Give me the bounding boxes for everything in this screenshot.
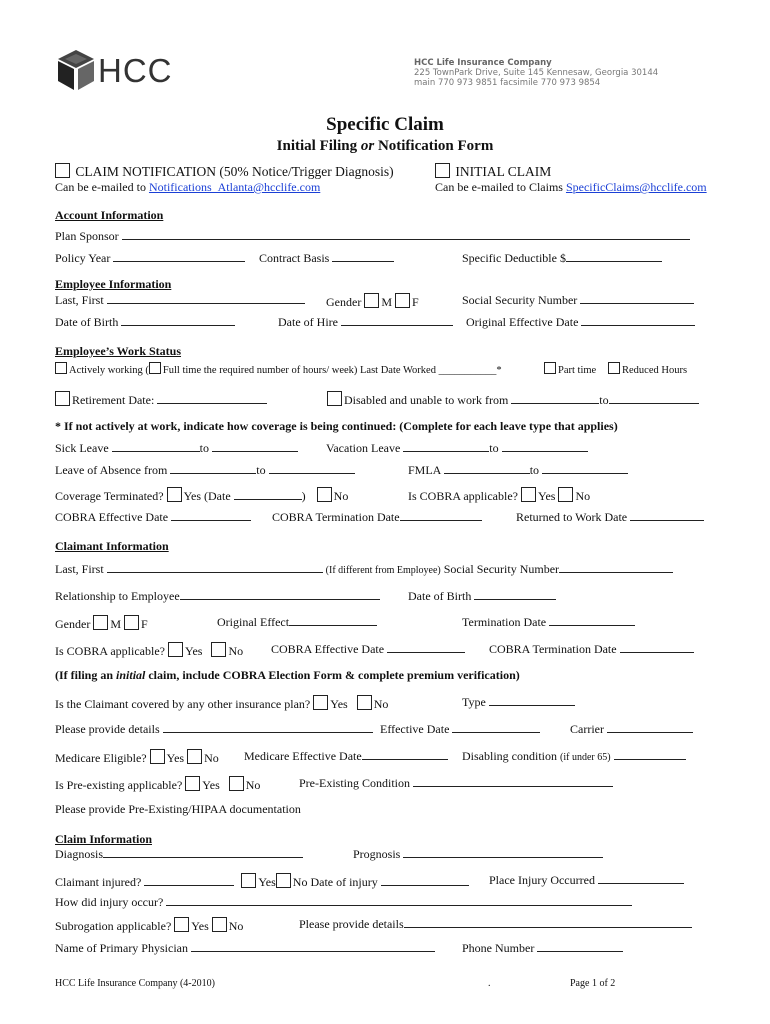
subrogation-no-checkbox[interactable] — [212, 917, 227, 932]
employee-dob-field[interactable] — [121, 324, 235, 326]
prognosis-label: Prognosis — [353, 847, 401, 861]
vacation-to-label: to — [489, 441, 499, 455]
injured-yes-label: Yes — [258, 875, 276, 889]
disabling-condition-label: Disabling condition — [462, 749, 557, 763]
claimant-injured-label: Claimant injured? — [55, 875, 142, 889]
hcc-logo — [56, 48, 96, 97]
claimant-injured-row — [55, 873, 469, 890]
retirement-checkbox[interactable] — [55, 391, 70, 406]
employee-info-heading: Employee Information — [55, 277, 172, 291]
subrogation-yes-label: Yes — [191, 919, 209, 933]
coverage-terminated-date-field[interactable] — [234, 498, 302, 500]
pre-existing-row — [55, 776, 260, 793]
notification-email-line — [55, 180, 320, 195]
subrogation-details-row — [299, 917, 692, 932]
medicare-row — [55, 749, 219, 766]
pre-existing-no-checkbox[interactable] — [229, 776, 244, 791]
sick-leave-to-field[interactable] — [212, 450, 298, 452]
claimant-cobra-no-label: No — [228, 644, 244, 658]
insurance-details-field[interactable] — [163, 731, 373, 733]
employee-dob-label: Date of Birth — [55, 315, 119, 329]
policy-year-label: Policy Year — [55, 251, 111, 265]
company-phones: main 770 973 9851 facsimile 770 973 9854 — [414, 78, 601, 88]
plan-sponsor-field[interactable] — [122, 238, 690, 240]
subtitle-or: or — [360, 138, 375, 154]
if-different-note: (If different from Employee) — [325, 565, 441, 576]
disabling-condition-row — [462, 749, 686, 764]
returned-to-work-field[interactable] — [630, 519, 704, 521]
employee-cobra-yes-label: Yes — [537, 489, 556, 503]
employee-cobra-row — [408, 487, 590, 504]
employee-cobra-yes-checkbox[interactable] — [521, 487, 536, 502]
specific-deductible-field[interactable] — [566, 260, 662, 262]
coverage-terminated-row — [55, 487, 348, 504]
disabled-to-label: to — [599, 393, 609, 407]
primary-physician-field[interactable] — [191, 950, 435, 952]
other-insurance-row — [55, 695, 388, 712]
company-address: 225 TownPark Drive, Suite 145 Kennesaw, Georgia 30144 — [414, 68, 659, 78]
insurance-type-field[interactable] — [489, 704, 575, 706]
carrier-label: Carrier — [570, 722, 604, 736]
initial-claim-checkbox[interactable] — [435, 163, 450, 178]
claimant-cobra-no-checkbox[interactable] — [211, 642, 226, 657]
fmla-from-field[interactable] — [444, 472, 530, 474]
initial-claim-note — [55, 668, 520, 683]
orig-eff-date-row — [466, 315, 695, 330]
contract-basis-row — [259, 251, 394, 266]
employee-gender-m-label: M — [381, 295, 392, 309]
employee-cobra-term-label: COBRA Termination Date — [272, 510, 400, 524]
policy-year-field[interactable] — [113, 260, 245, 262]
pre-existing-condition-row — [299, 776, 613, 791]
medicare-no-checkbox[interactable] — [187, 749, 202, 764]
sick-leave-to-label: to — [199, 441, 209, 455]
contract-basis-label: Contract Basis — [259, 251, 330, 265]
employee-name-row — [55, 293, 305, 308]
date-of-injury-field[interactable] — [381, 884, 469, 886]
loa-to-label: to — [256, 463, 266, 477]
actively-working-label: Actively working ( — [69, 365, 149, 376]
claimant-cobra-row — [55, 642, 243, 659]
insurance-details-row — [55, 722, 373, 737]
coverage-terminated-label: Coverage Terminated? — [55, 489, 164, 503]
disabled-label: Disabled and unable to work from — [344, 393, 509, 407]
coverage-terminated-yes-checkbox[interactable] — [167, 487, 182, 502]
other-insurance-yes-checkbox[interactable] — [313, 695, 328, 710]
orig-eff-date-label: Original Effective Date — [466, 315, 579, 329]
claim-notification-option[interactable] — [55, 163, 394, 180]
claimant-ssn-field[interactable] — [559, 571, 673, 573]
subrogation-row — [55, 917, 243, 934]
claimant-gender-label: Gender — [55, 617, 91, 631]
initial-note-prefix: (If filing an — [55, 668, 117, 682]
employee-cobra-no-checkbox[interactable] — [558, 487, 573, 502]
claimant-name-field[interactable] — [107, 571, 323, 573]
date-of-hire-row — [278, 315, 453, 330]
vacation-leave-label: Vacation Leave — [326, 441, 401, 455]
other-insurance-no-checkbox[interactable] — [357, 695, 372, 710]
logo-text: HCC — [98, 52, 173, 89]
employee-cobra-term-field[interactable] — [400, 519, 482, 521]
loa-label: Leave of Absence from — [55, 463, 168, 477]
claim-info-heading: Claim Information — [55, 832, 152, 846]
specific-deductible-label: Specific Deductible $ — [462, 251, 566, 265]
insurance-details-label: Please provide details — [55, 722, 160, 736]
full-time-checkbox[interactable] — [149, 362, 161, 374]
hipaa-note: Please provide Pre-Existing/HIPAA documentation — [55, 802, 301, 816]
employee-cobra-eff-label: COBRA Effective Date — [55, 510, 169, 524]
retirement-label: Retirement Date: — [72, 393, 155, 407]
phone-number-row — [462, 941, 623, 956]
employee-gender-f-checkbox[interactable] — [395, 293, 410, 308]
claim-notification-label: CLAIM NOTIFICATION (50% Notice/Trigger Diagnosis) — [75, 164, 394, 179]
employee-ssn-label: Social Security Number — [462, 293, 578, 307]
date-of-injury-label: No Date of injury — [292, 875, 378, 889]
initial-claim-label: INITIAL CLAIM — [455, 164, 552, 179]
initial-note-suffix: claim, include COBRA Election Form & complete premium verification) — [145, 668, 520, 682]
how-injury-label: How did injury occur? — [55, 895, 164, 909]
original-effect-field[interactable] — [289, 624, 377, 626]
disabled-row — [327, 391, 699, 408]
insurance-effective-row — [380, 722, 540, 737]
page-subtitle — [0, 138, 770, 155]
pre-existing-condition-field[interactable] — [413, 785, 613, 787]
medicare-eff-label: Medicare Effective Date — [244, 749, 362, 763]
pre-existing-yes-label: Yes — [202, 778, 220, 792]
footer-page-number: Page 1 of 2 — [570, 978, 616, 989]
employee-ssn-row — [462, 293, 694, 308]
medicare-eff-row — [244, 749, 448, 764]
part-time-checkbox[interactable] — [544, 362, 556, 374]
disabling-condition-field[interactable] — [614, 758, 686, 760]
medicare-eff-field[interactable] — [362, 758, 448, 760]
work-status-heading: Employee’s Work Status — [55, 344, 182, 358]
claimant-dob-label: Date of Birth — [408, 589, 472, 603]
employee-dob-row — [55, 315, 235, 330]
claim-notification-checkbox[interactable] — [55, 163, 70, 178]
retirement-row — [55, 391, 267, 408]
vacation-to-field[interactable] — [502, 450, 588, 452]
diagnosis-label: Diagnosis — [55, 847, 103, 861]
claimant-cobra-eff-label: COBRA Effective Date — [271, 642, 385, 656]
insurance-type-row — [462, 695, 575, 710]
pre-existing-label: Is Pre-existing applicable? — [55, 778, 183, 792]
subrogation-yes-checkbox[interactable] — [174, 917, 189, 932]
pre-existing-condition-label: Pre-Existing Condition — [299, 776, 410, 790]
initial-note-em: initial — [116, 668, 146, 682]
employee-gender-label: Gender — [326, 295, 362, 309]
subtitle-suffix: Notification Form — [374, 138, 494, 154]
returned-to-work-label: Returned to Work Date — [516, 510, 628, 524]
carrier-row — [570, 722, 693, 737]
coverage-terminated-yes-label: Yes (Date — [183, 489, 231, 503]
other-insurance-yes-label: Yes — [330, 697, 348, 711]
claims-email-line — [435, 180, 707, 195]
employee-cobra-no-label: No — [575, 489, 591, 503]
hcc-cube-icon — [56, 48, 96, 92]
employee-gender-f-label: F — [412, 295, 419, 309]
claimant-cobra-term-row — [489, 642, 694, 657]
plan-sponsor-row — [55, 229, 690, 244]
plan-sponsor-label: Plan Sponsor — [55, 229, 119, 243]
claimant-name-row — [55, 562, 673, 577]
insurance-effective-field[interactable] — [452, 731, 540, 733]
actively-working-row — [55, 362, 502, 376]
if-under-65-note: (if under 65) — [560, 752, 611, 763]
relationship-row — [55, 589, 380, 604]
contract-basis-field[interactable] — [332, 260, 394, 262]
employee-cobra-dates-row — [55, 510, 251, 525]
sick-leave-from-field[interactable] — [112, 450, 200, 452]
leave-note: * If not actively at work, indicate how coverage is being continued: (Complete for each leave type that applies) — [55, 419, 618, 433]
injured-no-checkbox[interactable] — [276, 873, 291, 888]
termination-date-label: Termination Date — [462, 615, 547, 629]
claims-email-link[interactable]: SpecificClaims@hcclife.com — [565, 180, 707, 194]
medicare-yes-label: Yes — [166, 751, 185, 765]
company-name: HCC Life Insurance Company — [414, 58, 552, 68]
medicare-no-label: No — [204, 751, 219, 765]
coverage-terminated-no-checkbox[interactable] — [317, 487, 332, 502]
diagnosis-field[interactable] — [103, 856, 303, 858]
claimant-cobra-eff-row — [271, 642, 465, 657]
relationship-field[interactable] — [180, 598, 380, 600]
diagnosis-row — [55, 847, 303, 862]
sick-leave-label: Sick Leave — [55, 441, 109, 455]
employee-name-field[interactable] — [107, 302, 305, 304]
reduced-hours-label: Reduced Hours — [622, 365, 688, 376]
disabled-checkbox[interactable] — [327, 391, 342, 406]
part-time-label: Part time — [558, 365, 597, 376]
actively-working-checkbox[interactable] — [55, 362, 67, 374]
fmla-row — [408, 463, 628, 478]
initial-claim-option[interactable] — [435, 163, 551, 180]
subrogation-details-label: Please provide details — [299, 917, 404, 931]
notification-email-link[interactable]: Notifications_Atlanta@hcclife.com — [148, 180, 321, 194]
full-time-label: Full time the required number of hours/ week) Last Date Worked ___________* — [162, 365, 502, 376]
subrogation-details-field[interactable] — [404, 926, 692, 928]
claimant-ssn-label: Social Security Number — [443, 562, 560, 576]
company-address-block — [414, 58, 658, 88]
claimant-dob-row — [408, 589, 556, 604]
employee-cobra-term-row — [272, 510, 482, 525]
date-of-hire-field[interactable] — [341, 324, 453, 326]
subrogation-no-label: No — [228, 919, 244, 933]
place-injury-label: Place Injury Occurred — [489, 873, 595, 887]
fmla-label: FMLA — [408, 463, 441, 477]
orig-eff-date-field[interactable] — [581, 324, 695, 326]
retirement-date-field[interactable] — [157, 402, 267, 404]
insurance-type-label: Type — [462, 695, 486, 709]
claimant-gender-m-checkbox[interactable] — [93, 615, 108, 630]
reduced-hours-checkbox[interactable] — [608, 362, 620, 374]
prognosis-field[interactable] — [403, 856, 603, 858]
coverage-terminated-paren: ) — [301, 489, 306, 503]
footer-company: HCC Life Insurance Company (4-2010) — [55, 978, 215, 989]
place-injury-row — [489, 873, 684, 888]
claims-email-text: Can be e-mailed to Claims — [435, 180, 566, 194]
claimant-cobra-term-field[interactable] — [620, 651, 694, 653]
subtitle-prefix: Initial Filing — [276, 138, 361, 154]
subrogation-label: Subrogation applicable? — [55, 919, 172, 933]
reduced-hours-option[interactable] — [608, 362, 687, 376]
medicare-eligible-label: Medicare Eligible? — [55, 751, 147, 765]
disabled-to-field[interactable] — [609, 402, 699, 404]
original-effect-label: Original Effect — [217, 615, 290, 629]
other-insurance-no-label: No — [373, 697, 389, 711]
claimant-injured-field[interactable] — [144, 884, 234, 886]
insurance-effective-label: Effective Date — [380, 722, 450, 736]
coverage-terminated-no-label: No — [333, 489, 349, 503]
relationship-label: Relationship to Employee — [55, 589, 180, 603]
claimant-dob-field[interactable] — [474, 598, 556, 600]
loa-row — [55, 463, 355, 478]
vacation-leave-row — [326, 441, 588, 456]
part-time-option[interactable] — [544, 362, 596, 376]
claimant-cobra-label: Is COBRA applicable? — [55, 644, 165, 658]
other-insurance-label: Is the Claimant covered by any other insurance plan? — [55, 697, 311, 711]
claimant-gender-m-label: M — [110, 617, 121, 631]
claimant-cobra-term-label: COBRA Termination Date — [489, 642, 617, 656]
employee-gender-row — [326, 293, 419, 310]
specific-deductible-row — [462, 251, 662, 266]
phone-number-label: Phone Number — [462, 941, 535, 955]
employee-gender-m-checkbox[interactable] — [364, 293, 379, 308]
pre-existing-no-label: No — [245, 778, 261, 792]
account-info-heading: Account Information — [55, 208, 164, 222]
loa-to-field[interactable] — [269, 472, 355, 474]
claimant-cobra-yes-checkbox[interactable] — [168, 642, 183, 657]
page-title: Specific Claim — [326, 114, 444, 135]
employee-cobra-eff-field[interactable] — [171, 519, 251, 521]
claimant-cobra-eff-field[interactable] — [387, 651, 465, 653]
primary-physician-row — [55, 941, 435, 956]
claimant-gender-f-label: F — [141, 617, 148, 631]
policy-year-row — [55, 251, 245, 266]
prognosis-row — [353, 847, 603, 862]
claimant-info-heading: Claimant Information — [55, 539, 169, 553]
pre-existing-yes-checkbox[interactable] — [185, 776, 200, 791]
returned-to-work-row — [516, 510, 704, 525]
claimant-cobra-yes-label: Yes — [184, 644, 203, 658]
fmla-to-field[interactable] — [542, 472, 628, 474]
termination-date-field[interactable] — [549, 624, 635, 626]
footer-dot: . — [488, 978, 491, 989]
injured-yes-checkbox[interactable] — [241, 873, 256, 888]
employee-cobra-label: Is COBRA applicable? — [408, 489, 518, 503]
fmla-to-label: to — [529, 463, 540, 477]
notification-email-text: Can be e-mailed to — [55, 180, 149, 194]
date-of-hire-label: Date of Hire — [278, 315, 338, 329]
place-injury-field[interactable] — [598, 882, 684, 884]
employee-ssn-field[interactable] — [580, 302, 694, 304]
termination-date-row — [462, 615, 635, 630]
vacation-from-field[interactable] — [403, 450, 489, 452]
phone-number-field[interactable] — [537, 950, 623, 952]
original-effect-row — [217, 615, 377, 630]
employee-name-label: Last, First — [55, 293, 104, 307]
medicare-yes-checkbox[interactable] — [150, 749, 165, 764]
how-injury-row — [55, 895, 632, 910]
claimant-gender-f-checkbox[interactable] — [124, 615, 139, 630]
claimant-name-label: Last, First — [55, 562, 104, 576]
claimant-gender-row — [55, 615, 148, 632]
carrier-field[interactable] — [607, 731, 693, 733]
loa-from-field[interactable] — [170, 472, 256, 474]
disabled-from-field[interactable] — [511, 402, 599, 404]
primary-physician-label: Name of Primary Physician — [55, 941, 188, 955]
sick-leave-row — [55, 441, 298, 456]
how-injury-field[interactable] — [166, 904, 632, 906]
